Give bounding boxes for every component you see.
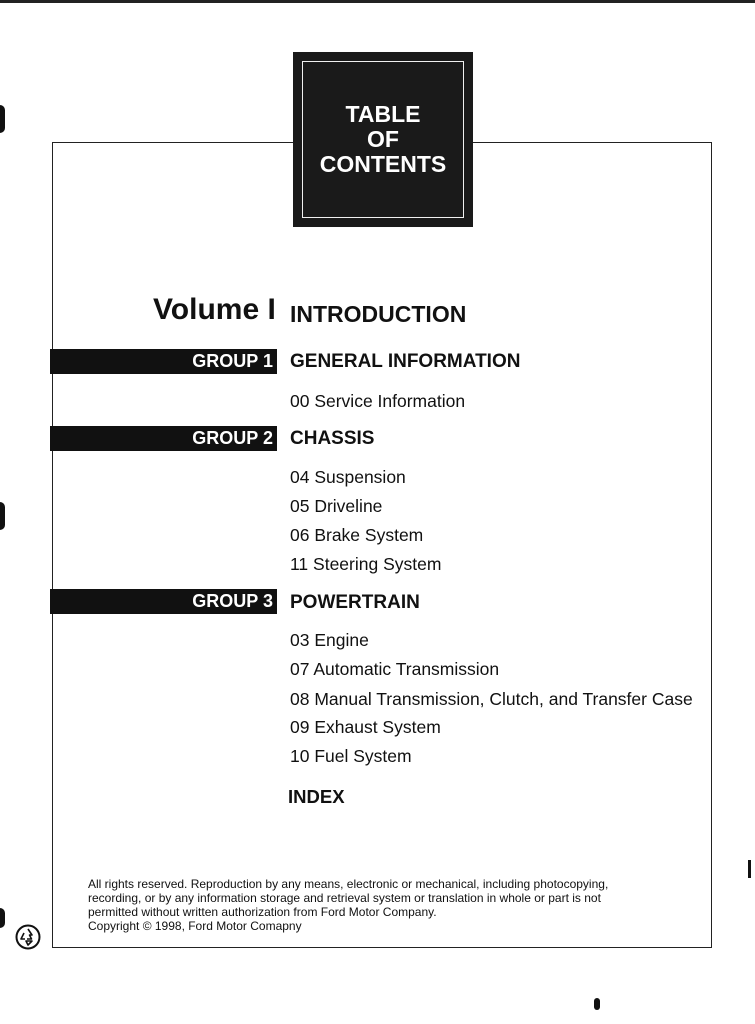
group-1-bar: GROUP 1: [50, 349, 277, 374]
toc-item-11: 11 Steering System: [290, 554, 442, 574]
title-box-inner: [302, 61, 464, 218]
copyright-line-2: recording, or by any information storage and retrieval system or translation in whole or part is not: [88, 891, 601, 905]
toc-item-05: 05 Driveline: [290, 496, 383, 516]
copyright-line-1: All rights reserved. Reproduction by any means, electronic or mechanical, including photocopying,: [88, 877, 609, 891]
toc-item-06: 06 Brake System: [290, 525, 424, 545]
group-2-bar: GROUP 2: [50, 426, 277, 451]
volume-title: INTRODUCTION: [290, 301, 467, 327]
toc-item-07: 07 Automatic Transmission: [290, 659, 500, 679]
title-line-2: OF: [367, 126, 399, 152]
toc-item-00: 00 Service Information: [290, 391, 466, 411]
punch-hole-mark: [0, 908, 5, 928]
toc-item-04: 04 Suspension: [290, 467, 406, 487]
recycle-icon: [15, 924, 41, 950]
copyright-notice: [88, 877, 668, 933]
title-line-3: CONTENTS: [319, 151, 447, 177]
toc-item-03: 03 Engine: [290, 630, 369, 650]
index-heading: INDEX: [288, 786, 345, 807]
group-3-title: POWERTRAIN: [290, 592, 420, 613]
toc-item-09: 09 Exhaust System: [290, 717, 441, 737]
punch-hole-mark: [0, 105, 5, 133]
group-1-title: GENERAL INFORMATION: [290, 351, 521, 372]
toc-item-08: 08 Manual Transmission, Clutch, and Transfer Case: [290, 689, 693, 709]
copyright-line-3: permitted without written authorization from Ford Motor Company.: [88, 905, 437, 919]
scan-top-edge: [0, 0, 755, 3]
group-3-bar: GROUP 3: [50, 589, 277, 614]
group-2-title: CHASSIS: [290, 428, 375, 449]
scan-speck: [594, 998, 600, 1010]
scan-speck: [748, 860, 751, 878]
toc-item-10: 10 Fuel System: [290, 746, 412, 766]
volume-label: Volume I: [153, 293, 276, 326]
title-box: [293, 52, 473, 227]
title-line-1: TABLE: [345, 101, 421, 127]
punch-hole-mark: [0, 502, 5, 530]
copyright-line-4: Copyright © 1998, Ford Motor Comapny: [88, 919, 302, 933]
